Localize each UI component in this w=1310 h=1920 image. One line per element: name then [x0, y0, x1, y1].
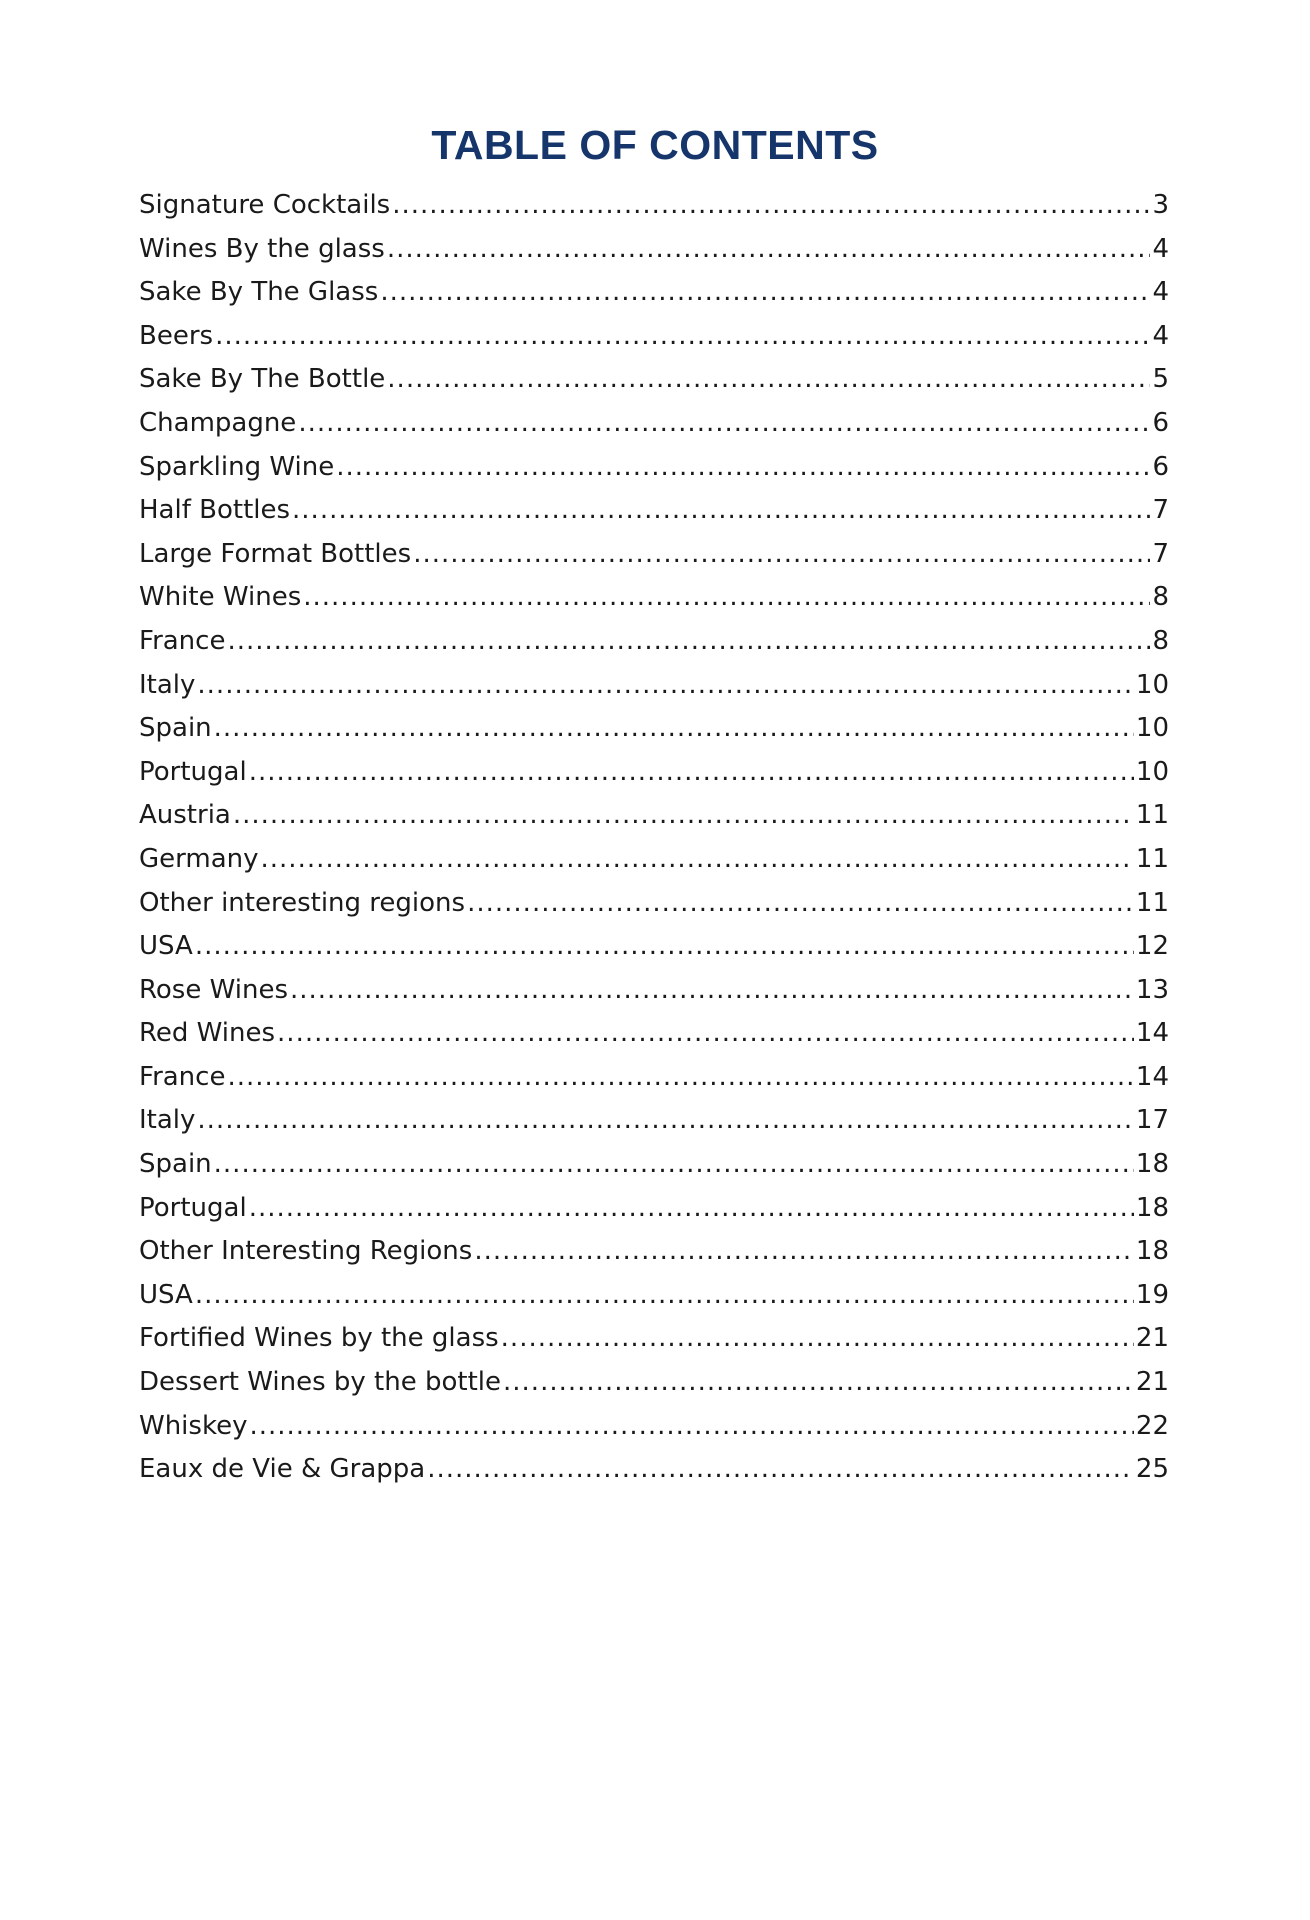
dot-leader [214, 707, 1134, 751]
toc-entry-label: Sake By The Glass [139, 277, 379, 308]
dot-leader [387, 358, 1150, 402]
toc-entry-page-number: 6 [1152, 451, 1169, 482]
toc-entry-label: Sparkling Wine [139, 451, 335, 482]
toc-entry-label: Half Bottles [139, 495, 291, 526]
toc-entry-page-number: 10 [1135, 713, 1169, 744]
dot-leader [413, 533, 1150, 577]
toc-entry [139, 184, 1169, 228]
toc-entry-page-number: 5 [1152, 364, 1169, 395]
dot-leader [195, 1274, 1134, 1318]
toc-entry-label: Spain [139, 713, 212, 744]
toc-entry [139, 271, 1169, 315]
toc-entry [139, 446, 1169, 490]
toc-entry-page-number: 10 [1135, 756, 1169, 787]
dot-leader [501, 1317, 1134, 1361]
toc-entry [139, 1405, 1169, 1449]
toc-entry [139, 838, 1169, 882]
toc-entry [139, 1143, 1169, 1187]
page-title: TABLE OF CONTENTS [431, 122, 879, 169]
toc-entry [139, 794, 1169, 838]
toc-entry-page-number: 8 [1152, 625, 1169, 656]
toc-entry-page-number: 3 [1152, 190, 1169, 220]
toc-entry-page-number: 4 [1152, 233, 1169, 264]
toc-entry-label: White Wines [139, 582, 302, 613]
toc-entry-label: Portugal [139, 1192, 247, 1223]
dot-leader [474, 1230, 1134, 1274]
toc-entry-label: Signature Cocktails [139, 190, 391, 220]
dot-leader [249, 1187, 1134, 1231]
toc-entry-page-number: 18 [1135, 1236, 1169, 1267]
toc-entry-page-number: 11 [1135, 887, 1169, 918]
toc-entry-label: Fortified Wines by the glass [139, 1323, 499, 1354]
toc-entry-page-number: 25 [1135, 1454, 1169, 1485]
toc-entry-label: Other Interesting Regions [139, 1236, 473, 1267]
toc-entry [139, 228, 1169, 272]
toc-entry [139, 1317, 1169, 1361]
toc-entry-label: Eaux de Vie & Grappa [139, 1454, 426, 1485]
dot-leader [380, 271, 1150, 315]
toc-entry-page-number: 19 [1135, 1279, 1169, 1310]
toc-entry-page-number: 7 [1152, 495, 1169, 526]
toc-entry-page-number: 12 [1135, 931, 1169, 962]
toc-entry-label: Italy [139, 1105, 196, 1136]
toc-entry-page-number: 21 [1135, 1367, 1169, 1398]
toc-entry-label: France [139, 1061, 226, 1092]
dot-leader [387, 228, 1151, 272]
dot-leader [467, 882, 1134, 926]
toc-entry [139, 1187, 1169, 1231]
table-of-contents [139, 184, 1169, 1492]
toc-entry-label: Large Format Bottles [139, 538, 412, 569]
dot-leader [249, 1405, 1133, 1449]
toc-entry-page-number: 7 [1152, 538, 1169, 569]
dot-leader [336, 446, 1150, 490]
toc-entry [139, 1274, 1169, 1318]
toc-entry-label: Dessert Wines by the bottle [139, 1367, 502, 1398]
dot-leader [261, 838, 1134, 882]
dot-leader [298, 402, 1150, 446]
toc-entry [139, 664, 1169, 708]
toc-entry-label: Wines By the glass [139, 233, 385, 264]
toc-entry [139, 1448, 1169, 1492]
toc-entry-label: Germany [139, 843, 259, 874]
dot-leader [303, 576, 1150, 620]
dot-leader [215, 315, 1150, 359]
toc-entry [139, 533, 1169, 577]
toc-entry-page-number: 6 [1152, 407, 1169, 438]
toc-entry [139, 1230, 1169, 1274]
dot-leader [290, 969, 1134, 1013]
dot-leader [195, 925, 1134, 969]
toc-entry [139, 882, 1169, 926]
toc-entry [139, 1361, 1169, 1405]
dot-leader [292, 489, 1150, 533]
dot-leader [227, 620, 1150, 664]
toc-entry-label: Red Wines [139, 1018, 276, 1049]
toc-entry-label: USA [139, 1279, 193, 1310]
toc-entry-page-number: 18 [1135, 1149, 1169, 1180]
dot-leader [197, 664, 1134, 708]
dot-leader [249, 751, 1134, 795]
toc-entry [139, 489, 1169, 533]
toc-entry-page-number: 22 [1135, 1410, 1169, 1441]
toc-entry-page-number: 18 [1135, 1192, 1169, 1223]
toc-entry-page-number: 17 [1135, 1105, 1169, 1136]
toc-entry [139, 751, 1169, 795]
toc-entry-label: Other interesting regions [139, 887, 466, 918]
toc-entry-page-number: 13 [1135, 974, 1169, 1005]
toc-entry-page-number: 21 [1135, 1323, 1169, 1354]
toc-entry-page-number: 10 [1135, 669, 1169, 700]
toc-entry [139, 315, 1169, 359]
toc-entry-page-number: 11 [1135, 800, 1169, 831]
toc-entry-page-number: 14 [1135, 1061, 1169, 1092]
toc-entry-page-number: 11 [1135, 843, 1169, 874]
toc-entry-label: Italy [139, 669, 196, 700]
toc-entry-label: Rose Wines [139, 974, 288, 1005]
toc-entry-label: Austria [139, 800, 231, 831]
toc-entry [139, 402, 1169, 446]
dot-leader [503, 1361, 1134, 1405]
toc-entry-page-number: 8 [1152, 582, 1169, 613]
toc-entry [139, 620, 1169, 664]
dot-leader [233, 794, 1134, 838]
toc-entry [139, 925, 1169, 969]
toc-entry-label: Sake By The Bottle [139, 364, 386, 395]
toc-entry [139, 576, 1169, 620]
toc-entry-label: Portugal [139, 756, 247, 787]
toc-entry-page-number: 4 [1152, 320, 1169, 351]
toc-entry-label: USA [139, 931, 193, 962]
toc-entry-page-number: 4 [1152, 277, 1169, 308]
toc-entry [139, 1099, 1169, 1143]
toc-entry-label: Whiskey [139, 1410, 248, 1441]
toc-entry [139, 358, 1169, 402]
dot-leader [227, 1056, 1133, 1100]
toc-entry-page-number: 14 [1135, 1018, 1169, 1049]
toc-entry-label: Spain [139, 1149, 212, 1180]
dot-leader [277, 1012, 1134, 1056]
toc-entry [139, 969, 1169, 1013]
dot-leader [427, 1448, 1134, 1492]
dot-leader [197, 1099, 1134, 1143]
toc-entry [139, 707, 1169, 751]
dot-leader [214, 1143, 1134, 1187]
toc-entry-label: Beers [139, 320, 214, 351]
toc-entry [139, 1056, 1169, 1100]
toc-entry [139, 1012, 1169, 1056]
toc-entry-label: France [139, 625, 226, 656]
toc-entry-label: Champagne [139, 407, 297, 438]
dot-leader [392, 184, 1150, 228]
